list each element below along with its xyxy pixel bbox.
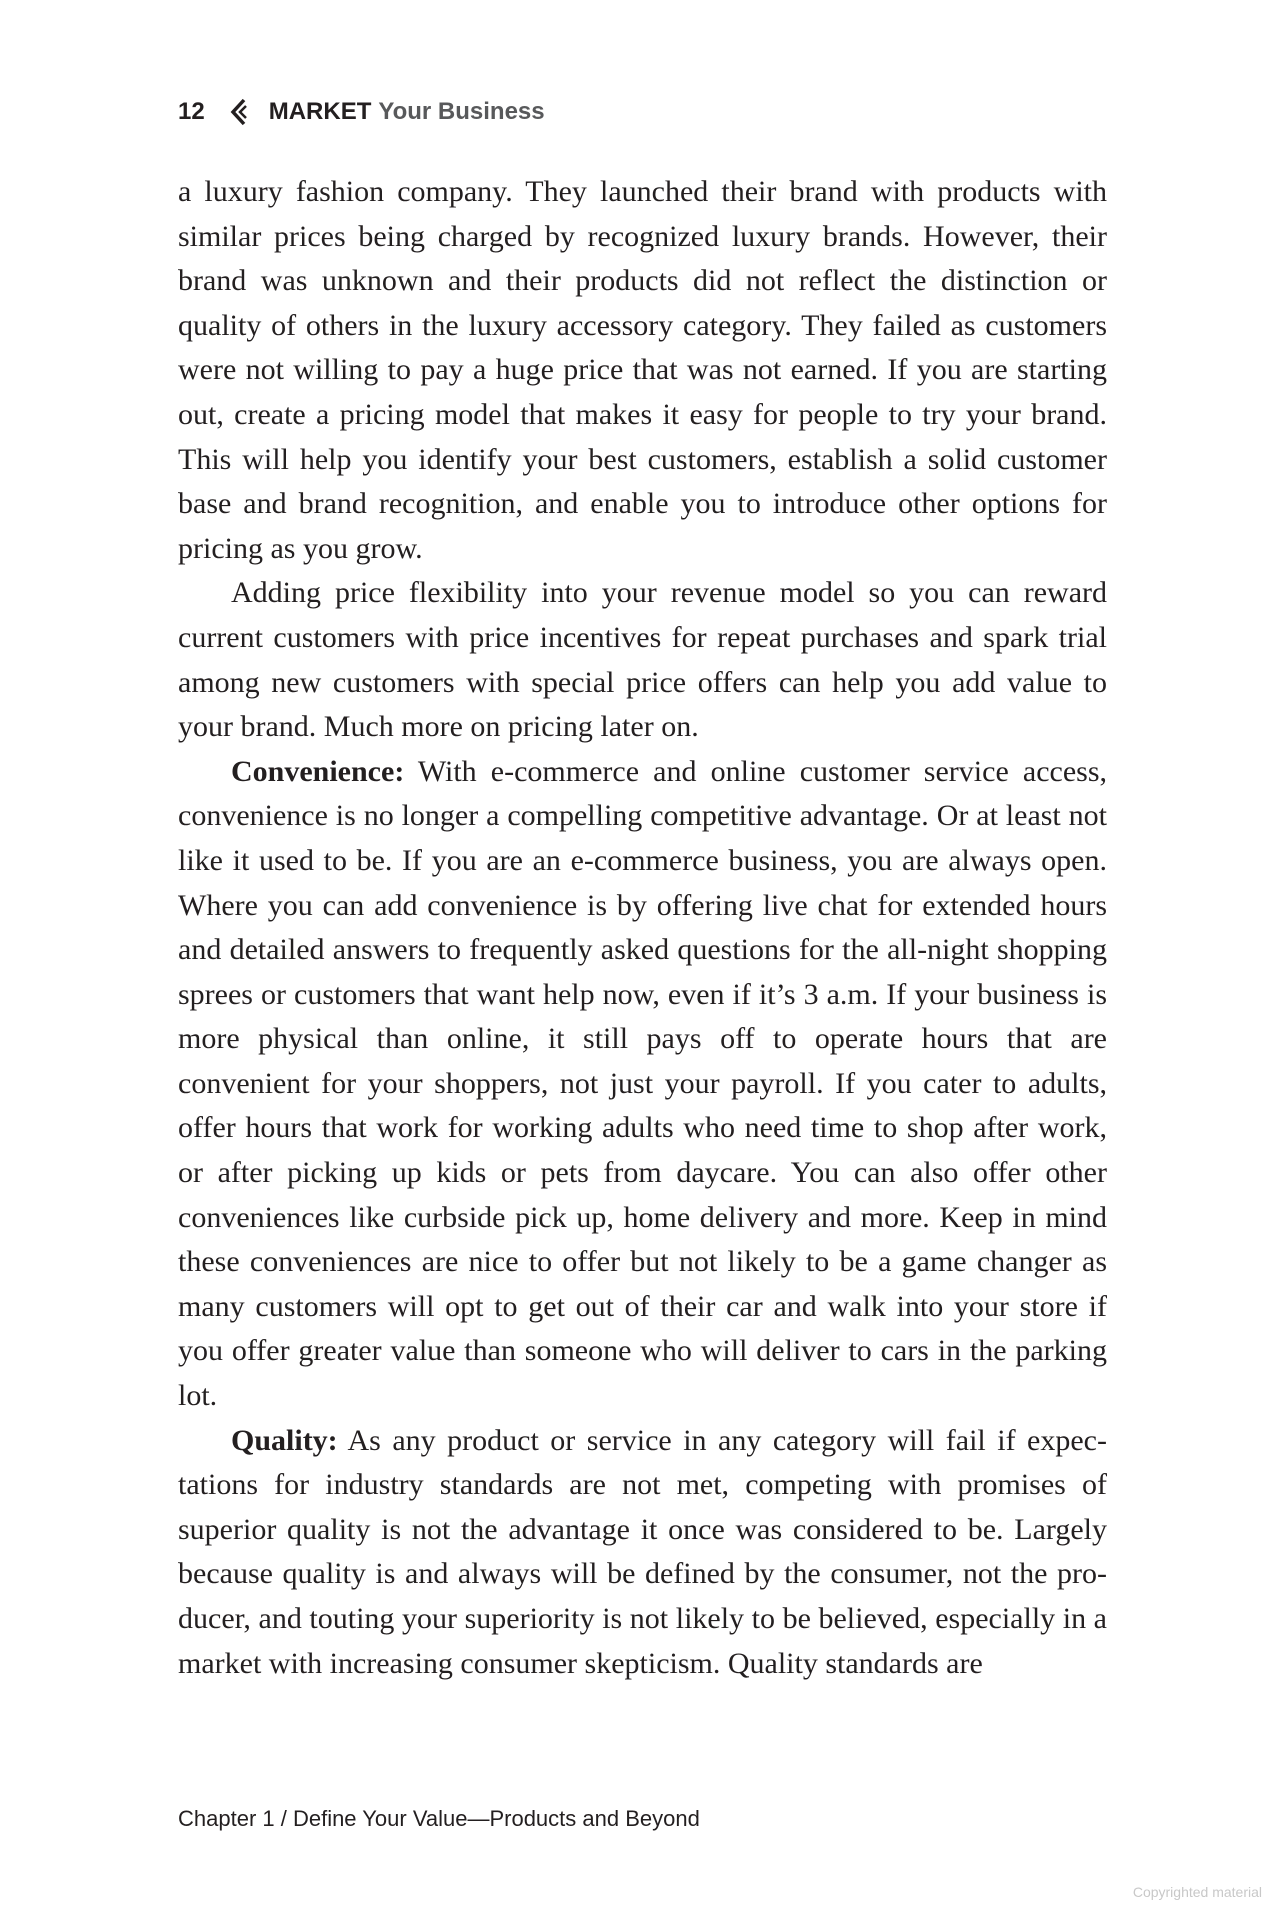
quality-heading: Quality: xyxy=(231,1423,338,1457)
running-footer: Chapter 1 / Define Your Value—Products and Beyond xyxy=(178,1806,700,1831)
convenience-text: With e-commerce and online customer service access, convenience is no longer a compelling competitive advantage. Or at least not like it used to be. If you are an e-commerce business, you are always open. Where you can add convenience is by offering live chat for extended hours and detailed answers to frequently asked questions for the all-night shopping sprees or customers that want help now, even if it’s 3 a.m. If your business is more physical than online, it still pays off to operate hours that are convenient for your shoppers, not just your payroll. If you cater to adults, offer hours that work for working adults who need time to shop after work, or after picking up kids or pets from daycare. You can also offer other conveniences like curbside pick up, home delivery and more. Keep in mind these conveniences are nice to offer but not likely to be a game changer as many customers will opt to get out of their car and walk into your store if you offer greater value than someone who will deliver to cars in the parking lot. xyxy=(178,754,1107,1413)
copyright-watermark: Copyrighted material xyxy=(1132,1884,1262,1900)
paragraph-price-flexibility: Adding price flexibility into your revenue model so you can reward current customers with price incentives for repeat purchases and spark trial among new customers with special price offers can help you add value to your brand. Much more on pricing later on. xyxy=(178,576,1107,744)
paragraph-quality xyxy=(178,1419,1107,1687)
page-number: 12 xyxy=(178,98,205,125)
paragraph-continued: a luxury fashion company. They launched their brand with products with similar prices being charged by recognized luxury brands. However, their brand was unknown and their products did not reflect the distinction or quality of others in the luxury accessory category. They failed as customers were not willing to pay a huge price that was not earned. If you are starting out, create a pricing model that makes it easy for people to try your brand. This will help you identify your best customers, establish a solid customer base and brand recognition, and enable you to introduce other options for pricing as you grow. xyxy=(178,175,1107,565)
page-header xyxy=(178,94,545,130)
chevron-left-icon xyxy=(229,97,247,127)
paragraph-convenience xyxy=(178,750,1107,1419)
body-text xyxy=(178,170,1107,1686)
book-title-your-business: Your Business xyxy=(378,98,545,125)
book-title-market: MARKET xyxy=(268,98,372,125)
quality-text: As any product or service in any category will fail if expectations for industry standards are not met, competing with promises of superior quality is not the advantage it once was considered to be. Largely because quality is and always will be defined by the consumer, not the producer, and touting your superiority is not likely to be believed, especially in a market with increasing consumer skepticism. Quality standards are xyxy=(178,1423,1107,1680)
convenience-heading: Convenience: xyxy=(231,754,405,788)
